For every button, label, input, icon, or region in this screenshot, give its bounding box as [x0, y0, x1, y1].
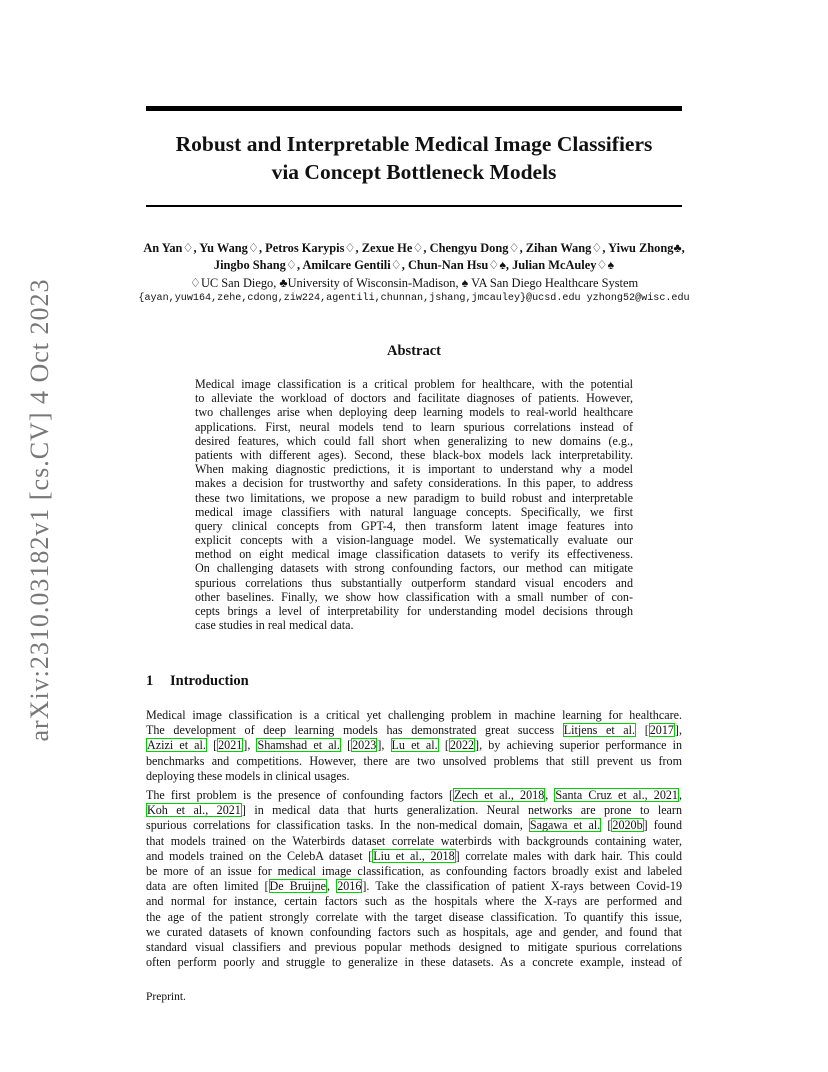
citation-link[interactable]: Lu et al.	[391, 738, 438, 753]
abstract-line: case studies in real medical data.	[195, 618, 354, 633]
text-run: spurious correlations for classification tasks. In the non-medical domain,	[146, 818, 529, 833]
section-heading-introduction	[146, 673, 249, 690]
abstract-line: applications. First, neural models tend to learn spurious correlations instead of	[195, 419, 633, 434]
abstract-line: makes a decision for trustworthy and safety considerations. In this paper, to address	[195, 476, 633, 491]
title-top-rule	[146, 106, 682, 111]
abstract-line: medical image classifiers with natural language concepts. Specifically, we first	[195, 504, 633, 519]
paragraph-line: The development of deep learning models has demonstrated great success Litjens et al. [2017],	[146, 723, 682, 738]
abstract-line: spurious correlations thus substantially outperform standard visual encoders and	[195, 575, 633, 590]
abstract-line: desired features, which could fall short when generalizing to new domains (e.g.,	[195, 433, 633, 448]
authors-line-1: An Yan♢, Yu Wang♢, Petros Karypis♢, Zexue He♢, Chengyu Dong♢, Zihan Wang♢, Yiwu Zhong♣,	[143, 241, 685, 255]
authors-line-2: Jingbo Shang♢, Amilcare Gentili♢, Chun-Nan Hsu♢♠, Julian McAuley♢♠	[213, 258, 615, 272]
section-title: Introduction	[170, 673, 249, 689]
title-bottom-rule	[146, 205, 682, 207]
citation-link[interactable]: Sagawa et al.	[529, 818, 601, 833]
paper-title	[146, 130, 682, 186]
text-run: , by achieving superior performance in	[479, 738, 683, 753]
abstract-line: query clinical concepts from GPT-4, then transform latent image features into	[195, 518, 633, 533]
paragraph-line: benchmarks and competitions. However, there are two unsolved problems that still prevent us from	[146, 753, 682, 768]
footer-note: Preprint.	[146, 991, 186, 1003]
citation-link[interactable]: Koh et al., 2021	[147, 803, 241, 818]
text-run: found	[647, 818, 682, 833]
text-run: The development of deep learning models has demonstrated great success	[146, 723, 563, 738]
abstract-body	[195, 377, 633, 632]
paragraph-line: deploying these models in clinical usages.	[146, 768, 350, 783]
abstract-line: other baselines. Finally, we show how classification with a small number of con-	[195, 589, 633, 604]
paragraph-line: be more of an issue for medical image classification, as confounding factors broadly exist and labeled	[146, 863, 682, 878]
citation-link[interactable]: De Bruijne	[269, 879, 327, 894]
paragraph-line: The first problem is the presence of confounding factors [Zech et al., 2018, Santa Cruz et al., 2021,	[146, 788, 683, 802]
paragraph-line: data are often limited [De Bruijne, 2016]. Take the classification of patient X-rays between Covid-19	[146, 879, 682, 894]
affiliations: ♢UC San Diego, ♣University of Wisconsin-Madison, ♠ VA San Diego Healthcare System	[189, 276, 639, 290]
abstract-line: explicit concepts with a vision-language model. We systematically evaluate our	[195, 533, 633, 548]
paragraph-line: and models trained on the CelebA dataset [Liu et al., 2018] correlate males with dark hair. This could	[146, 848, 682, 863]
paragraph-line: spurious correlations for classification tasks. In the non-medical domain, Sagawa et al. [2020b] found	[146, 818, 682, 833]
text-run: in medical data that hurts generalization. Neural networks are prone to learn	[245, 803, 683, 818]
abstract-line: Medical image classification is a critical problem for healthcare, with the potential	[195, 377, 633, 391]
title-line-2: via Concept Bottleneck Models	[271, 160, 557, 184]
citation-link[interactable]: 2021	[218, 738, 243, 753]
citation-link[interactable]: Zech et al., 2018	[454, 788, 545, 802]
arxiv-identifier: arXiv:2310.03182v1 [cs.CV] 4 Oct 2023	[25, 278, 54, 742]
citation-link[interactable]: 2017	[649, 723, 674, 738]
author-emails: {ayan,yuw164,zehe,cdong,ziw224,agentili,chunnan,jshang,jmcauley}@ucsd.edu yzhong52@wisc.edu	[138, 293, 690, 304]
text-run: correlate males with dark hair. This could	[459, 848, 682, 863]
text-run: . Take the classification of patient X-rays between Covid-19	[366, 879, 682, 894]
abstract-line: cepts brings a level of interpretability for understanding model decisions through	[195, 604, 633, 618]
citation-link[interactable]: 2022	[449, 738, 475, 753]
citation-link[interactable]: 2023	[352, 738, 377, 753]
abstract-line: method on eight medical image classification datasets to verify its effectiveness.	[195, 547, 633, 562]
intro-paragraph-2	[146, 788, 682, 970]
citation-link[interactable]: Liu et al., 2018	[373, 848, 455, 863]
intro-paragraph-1	[146, 708, 682, 784]
paragraph-line: and normal for instance, certain factors such as the hospitals where the X-rays are performed and	[146, 894, 682, 909]
text-run: and models trained on the CelebA dataset	[146, 848, 369, 863]
paragraph-line: Koh et al., 2021] in medical data that hurts generalization. Neural networks are prone to learn	[147, 803, 683, 818]
citation-link[interactable]: 2020b	[612, 818, 643, 833]
author-list	[110, 240, 718, 274]
paragraph-line: Medical image classification is a critical yet challenging problem in machine learning for healthcare.	[146, 708, 682, 722]
paragraph-line: the age of the patient strongly correlate with the target disease classification. To quantify this issue,	[146, 909, 682, 924]
citation-link[interactable]: 2016	[337, 879, 362, 894]
abstract-line: to alleviate the workload of doctors and facilitate diagnoses of patients. However,	[195, 391, 633, 406]
abstract-heading: Abstract	[387, 343, 441, 359]
abstract-line: patients with different ages). Second, these black-box models lack interpretability.	[195, 447, 633, 462]
abstract-line: When making diagnostic predictions, it is important to understand why a model	[195, 462, 633, 477]
paragraph-line: Azizi et al. [2021], Shamshad et al. [2023], Lu et al. [2022], by achieving superior performance in	[147, 738, 683, 753]
section-number: 1	[146, 673, 154, 689]
title-line-1: Robust and Interpretable Medical Image Classifiers	[175, 132, 653, 156]
citation-link[interactable]: Shamshad et al.	[257, 738, 340, 753]
paragraph-line: standard visual classifiers and previous popular methods designed to mitigate spurious correlations	[146, 939, 682, 954]
paragraph-line: we curated datasets of known confounding factors such as hospitals, age and gender, and found that	[146, 924, 682, 939]
text-run: data are often limited	[146, 879, 265, 894]
paragraph-line: often perform poorly and struggle to generalize in these datasets. As a concrete example, instead of	[146, 955, 682, 970]
text-run: The first problem is the presence of confounding factors	[146, 788, 449, 802]
citation-link[interactable]: Litjens et al.	[563, 723, 636, 738]
paragraph-line: that models trained on the Waterbirds dataset correlate waterbirds with backgrounds containing water,	[146, 833, 682, 848]
abstract-line: two challenges arise when deploying deep learning models to real-world healthcare	[195, 405, 633, 420]
abstract-line: these two limitations, we propose a new paradigm to build robust and interpretable	[195, 490, 633, 505]
citation-link[interactable]: Azizi et al.	[147, 738, 206, 753]
citation-link[interactable]: Santa Cruz et al., 2021	[555, 788, 678, 802]
abstract-line: On challenging datasets with strong confounding factors, our method can mitigate	[195, 561, 633, 576]
